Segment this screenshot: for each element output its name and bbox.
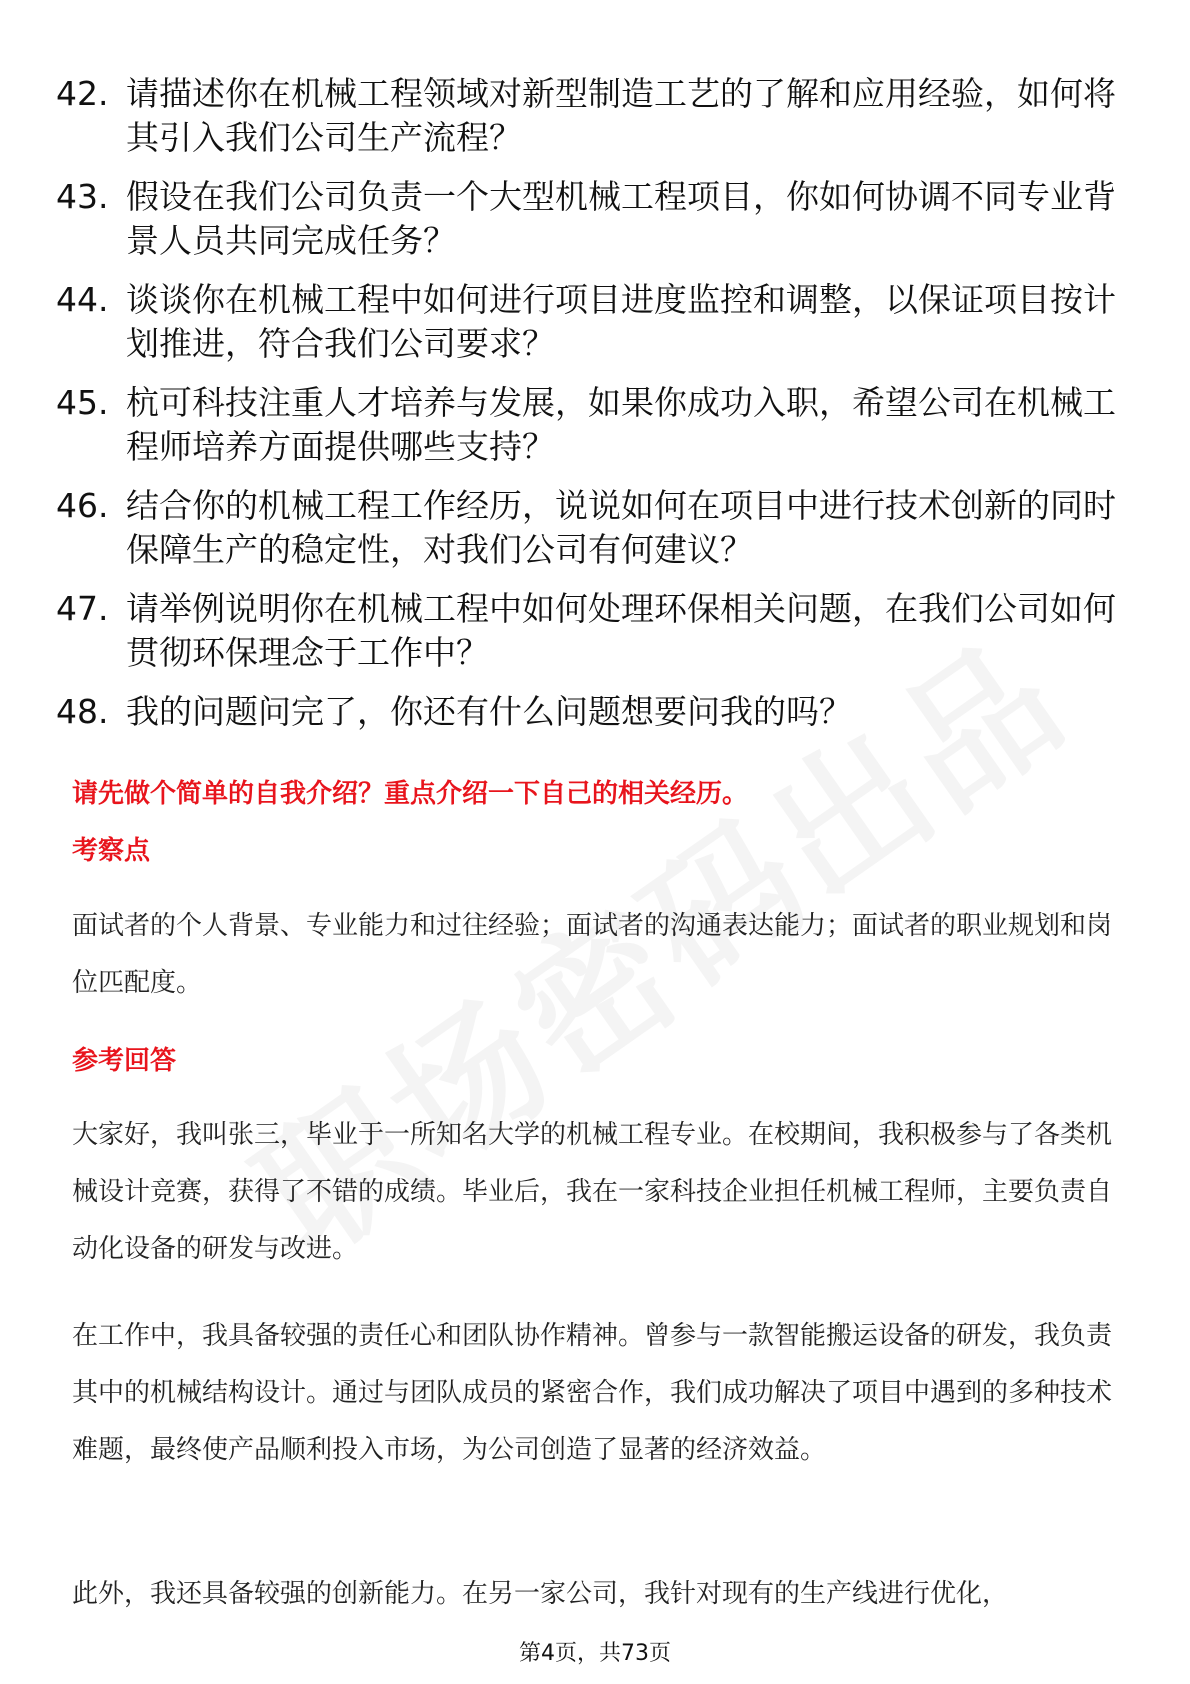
question-number: 43. bbox=[56, 177, 109, 216]
focus-text: 面试者的个人背景、专业能力和过往经验；面试者的沟通表达能力；面试者的职业规划和岗位匹配度。 bbox=[72, 911, 1113, 998]
question-number: 48. bbox=[56, 692, 109, 731]
question-number: 44. bbox=[56, 280, 109, 319]
page-footer: 第4页，共73页 bbox=[519, 1641, 671, 1666]
question-text: 假设在我们公司负责一个大型机械工程项目，你如何协调不同专业背景人员共同完成任务？ bbox=[126, 177, 1116, 260]
question-number: 45. bbox=[56, 383, 109, 422]
question-number: 46. bbox=[56, 486, 109, 525]
list-item bbox=[56, 278, 1136, 366]
question-text: 杭可科技注重人才培养与发展，如果你成功入职，希望公司在机械工程师培养方面提供哪些支持？ bbox=[126, 383, 1116, 466]
question-text: 请描述你在机械工程领域对新型制造工艺的了解和应用经验，如何将其引入我们公司生产流程？ bbox=[126, 74, 1116, 157]
question-text: 谈谈你在机械工程中如何进行项目进度监控和调整，以保证项目按计划推进，符合我们公司要求？ bbox=[126, 280, 1116, 363]
answer-paragraph: 在工作中，我具备较强的责任心和团队协作精神。曾参与一款智能搬运设备的研发，我负责其中的机械结构设计。通过与团队成员的紧密合作，我们成功解决了项目中遇到的多种技术难题，最终使产品顺利投入市场，为公司创造了显著的经济效益。 bbox=[72, 1321, 1113, 1465]
answer-paragraph: 大家好，我叫张三，毕业于一所知名大学的机械工程专业。在校期间，我积极参与了各类机械设计竞赛，获得了不错的成绩。毕业后，我在一家科技企业担任机械工程师，主要负责自动化设备的研发与改进。 bbox=[72, 1120, 1113, 1264]
question-text: 结合你的机械工程工作经历，说说如何在项目中进行技术创新的同时保障生产的稳定性，对我们公司有何建议？ bbox=[126, 486, 1116, 569]
list-item bbox=[56, 484, 1136, 572]
list-item bbox=[56, 175, 1136, 263]
question-list bbox=[56, 72, 1136, 749]
focus-heading: 考察点 bbox=[72, 836, 151, 866]
question-number: 47. bbox=[56, 589, 109, 628]
question-text: 我的问题问完了，你还有什么问题想要问我的吗？ bbox=[126, 692, 852, 731]
answer-paragraph: 此外，我还具备较强的创新能力。在另一家公司，我针对现有的生产线进行优化， bbox=[72, 1579, 1009, 1609]
question-number: 42. bbox=[56, 74, 109, 113]
list-item bbox=[56, 587, 1136, 675]
list-item bbox=[56, 690, 1136, 734]
reference-heading: 参考回答 bbox=[72, 1046, 177, 1076]
question-text: 请举例说明你在机械工程中如何处理环保相关问题，在我们公司如何贯彻环保理念于工作中？ bbox=[126, 589, 1116, 672]
list-item bbox=[56, 72, 1136, 160]
answer-question-title: 请先做个简单的自我介绍？重点介绍一下自己的相关经历。 bbox=[72, 779, 749, 809]
list-item bbox=[56, 381, 1136, 469]
